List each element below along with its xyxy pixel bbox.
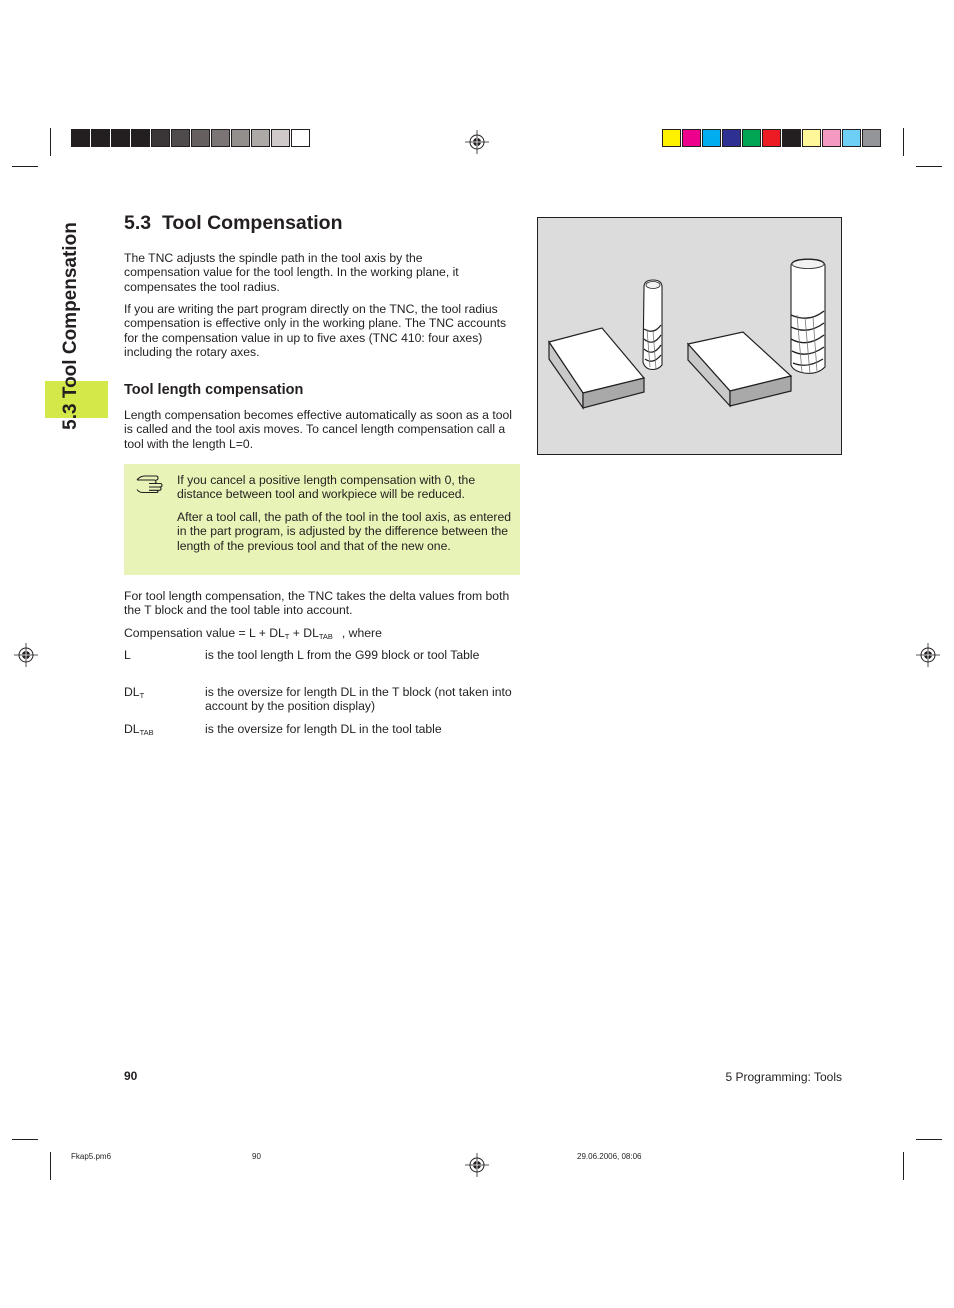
registration-mark-icon xyxy=(916,643,940,667)
page-number: 90 xyxy=(124,1069,138,1083)
color-swatch xyxy=(842,129,861,147)
color-swatch xyxy=(91,129,110,147)
color-swatch xyxy=(782,129,801,147)
color-swatch xyxy=(211,129,230,147)
formula-mid: + DL xyxy=(289,626,319,640)
side-tab-label: 5.3 Tool Compensation xyxy=(60,222,81,430)
color-swatch xyxy=(231,129,250,147)
intro-paragraph: The TNC adjusts the spindle path in the tool axis by the compensation value for the tool length. In the working plane, it compensates the tool radius. xyxy=(124,251,459,294)
crop-mark xyxy=(12,166,38,167)
formula-suffix: , where xyxy=(341,626,382,640)
color-swatch xyxy=(271,129,290,147)
color-swatch xyxy=(291,129,310,147)
note-paragraph: If you cancel a positive length compensation with 0, the distance between tool and workpiece will be reduced. xyxy=(177,473,476,502)
color-swatch xyxy=(682,129,701,147)
end-mill-long xyxy=(791,259,825,374)
slug-date: 29.06.2006, 08:06 xyxy=(577,1152,642,1161)
definition-text: is the tool length L from the G99 block or tool Table xyxy=(205,648,480,662)
tool-length-figure xyxy=(537,217,842,455)
color-swatch xyxy=(151,129,170,147)
color-swatch xyxy=(251,129,270,147)
slug-page: 90 xyxy=(252,1152,261,1161)
crop-mark xyxy=(903,128,904,156)
subsection-title: Tool length compensation xyxy=(124,382,304,398)
color-swatch xyxy=(822,129,841,147)
crop-mark xyxy=(916,1139,942,1140)
note-paragraph: After a tool call, the path of the tool in the tool axis, as entered in the part program, is adjusted by the difference between the length of the previous tool and that of the new one. xyxy=(177,510,512,553)
slug-file: Fkap5.pm6 xyxy=(71,1152,112,1161)
color-swatch xyxy=(71,129,90,147)
definition-term: L xyxy=(124,648,131,662)
formula xyxy=(124,626,382,641)
color-swatch xyxy=(171,129,190,147)
color-swatch xyxy=(191,129,210,147)
color-swatch xyxy=(111,129,130,147)
section-title: Tool Compensation xyxy=(161,212,343,234)
formula-prefix: Compensation value = L + DL xyxy=(124,626,285,640)
chapter-footer: 5 Programming: Tools xyxy=(725,1070,842,1084)
color-swatch xyxy=(131,129,150,147)
crop-mark xyxy=(50,128,51,156)
section-heading xyxy=(124,212,343,235)
intro-paragraph: If you are writing the part program directly on the TNC, the tool radius compensation is effective only in the working plane. The TNC accounts for the compensation value in up to five axes (TNC 410: four axes) including the rotary axes. xyxy=(124,302,507,360)
crop-mark xyxy=(12,1139,38,1140)
registration-mark-icon xyxy=(465,130,489,154)
formula-sub-t: T xyxy=(284,632,290,641)
section-number: 5.3 xyxy=(124,212,152,234)
subsection-paragraph: Length compensation becomes effective automatically as soon as a tool is called and the tool axis moves. To cancel length compensation call a tool with the length L=0. xyxy=(124,408,512,451)
color-swatch xyxy=(742,129,761,147)
crop-mark xyxy=(916,166,942,167)
registration-mark-icon xyxy=(465,1153,489,1177)
definition-term: $DL_{TAB}$ xyxy=(124,722,154,737)
color-swatch xyxy=(762,129,781,147)
color-swatch xyxy=(662,129,681,147)
definition-text: is the oversize for length DL in the tool table xyxy=(205,722,442,736)
color-swatch xyxy=(702,129,721,147)
color-swatch xyxy=(722,129,741,147)
crop-mark xyxy=(50,1152,51,1180)
body-paragraph: For tool length compensation, the TNC takes the delta values from both the T block and the tool table into account. xyxy=(124,589,510,618)
registration-mark-icon xyxy=(14,643,38,667)
definition-term: $DL_T$ xyxy=(124,685,145,700)
pointing-hand-icon xyxy=(136,473,166,493)
crop-mark xyxy=(903,1152,904,1180)
color-swatch xyxy=(862,129,881,147)
end-mill-short xyxy=(643,280,662,370)
definition-text: is the oversize for length DL in the T block (not taken into account by the position display) xyxy=(205,685,512,714)
formula-sub-tab: TAB xyxy=(318,632,333,641)
color-swatch xyxy=(802,129,821,147)
